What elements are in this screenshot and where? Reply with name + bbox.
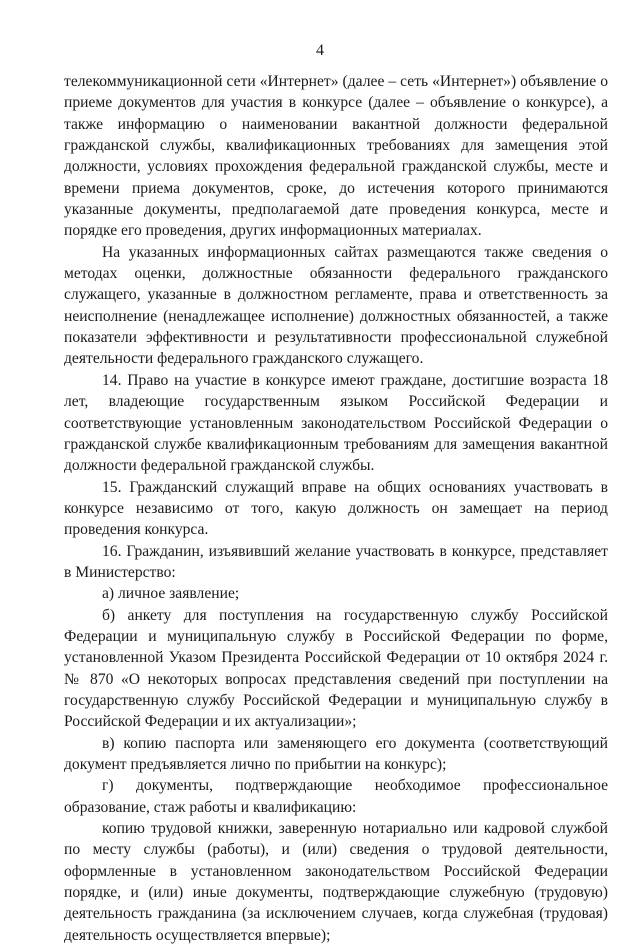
paragraph-14: 14. Право на участие в конкурсе имеют граждане, достигшие возраста 18 лет, владеющие государственным языком Российской Федерации и соответствующие установленным законодательством Российской Федерации о гражданской службе квалификационным требованиям для замещения вакантной должности федеральной гражданской службы. — [64, 371, 608, 475]
paragraph-work-book-copy: копию трудовой книжки, заверенную нотариально или кадровой службой по месту службы (работы), и (или) сведения о трудовой деятельности, оформленные в установленном законодательством Российской Федерации порядке, и (или) иные документы, подтверждающие служебную (трудовую) деятельность гражданина (за исключением случаев, когда служебная (трудовая) деятельность осуществляется впервые); — [64, 820, 608, 944]
document-body — [64, 71, 608, 946]
list-item-v: в) копию паспорта или заменяющего его документа (соответствующий документ предъявляется лично по прибытии на конкурс); — [64, 734, 608, 773]
list-item-a: а) личное заявление; — [102, 585, 240, 603]
paragraph-15: 15. Гражданский служащий вправе на общих основаниях участвовать в конкурсе независимо от того, какую должность он замещает на период проведения конкурса. — [64, 478, 608, 539]
page-number: 4 — [316, 42, 324, 59]
list-item-b: б) анкету для поступления на государственную службу Российской Федерации и муниципальную службу в Российской Федерации по форме, установленной Указом Президента Российской Федерации от 10 октября 2024 г. № 870 «О некоторых вопросах представления сведений при поступлении на государственную службу Российской Федерации и муниципальную службу в Российской Федерации и их актуализации»; — [64, 606, 608, 731]
paragraph-announcement-continuation: телекоммуникационной сети «Интернет» (далее – сеть «Интернет») объявление о приеме документов для участия в конкурсе (далее – объявление о конкурсе), а также информацию о наименовании вакантной должности федеральной гражданской службы, квалификационных требованиях для замещения этой должности, условиях прохождения федеральной гражданской службы, месте и времени приема документов, сроке, до истечения которого принимаются указанные документы, предполагаемой дате проведения конкурса, месте и порядке его проведения, других информационных материалах. — [64, 73, 608, 240]
paragraph-16: 16. Гражданин, изъявивший желание участвовать в конкурсе, представляет в Министерство: — [64, 542, 608, 581]
paragraph-info-sites: На указанных информационных сайтах размещаются также сведения о методах оценки, должностные обязанности федерального гражданского служащего, указанные в должностном регламенте, права и ответственность за неисполнение (ненадлежащее исполнение) должностных обязанностей, а также показатели эффективности и результативности профессиональной служебной деятельности федерального гражданского служащего. — [64, 243, 608, 368]
list-item-g: г) документы, подтверждающие необходимое профессиональное образование, стаж работы и квалификацию: — [64, 777, 608, 816]
